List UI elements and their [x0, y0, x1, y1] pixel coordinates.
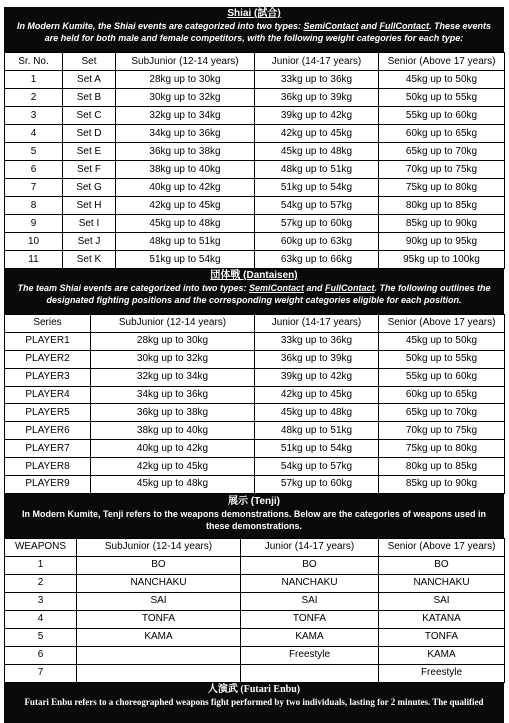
cell: 9 — [5, 215, 63, 233]
dantaisen-description: The team Shiai events are categorized into two types: SemiContact and FullContact. The following outlines the designated fighting positions and the corresponding weight categories eligible for each position. — [17, 283, 491, 305]
cell: 7 — [5, 664, 77, 682]
column-header: SubJunior (12-14 years) — [77, 538, 241, 556]
cell: 48kg up to 51kg — [255, 161, 379, 179]
table-row — [5, 125, 505, 143]
shiai-table-header-row — [5, 53, 505, 71]
cell: KAMA — [77, 628, 241, 646]
cell: 30kg up to 32kg — [91, 350, 255, 368]
cell: 45kg up to 48kg — [255, 404, 379, 422]
cell: BO — [77, 556, 241, 574]
cell: 65kg up to 70kg — [379, 143, 505, 161]
cell: 32kg up to 34kg — [116, 107, 255, 125]
cell: Set H — [63, 197, 116, 215]
table-row — [5, 664, 505, 682]
cell: 63kg up to 66kg — [255, 251, 379, 269]
cell: 85kg up to 90kg — [379, 476, 505, 494]
cell: 42kg up to 45kg — [91, 458, 255, 476]
cell: 34kg up to 36kg — [116, 125, 255, 143]
tenji-header-band — [4, 494, 504, 538]
cell: PLAYER9 — [5, 476, 91, 494]
cell: 54kg up to 57kg — [255, 458, 379, 476]
cell: SAI — [379, 592, 505, 610]
cell: 39kg up to 42kg — [255, 368, 379, 386]
cell: 2 — [5, 574, 77, 592]
table-row — [5, 628, 505, 646]
cell: PLAYER5 — [5, 404, 91, 422]
cell: 80kg up to 85kg — [379, 197, 505, 215]
cell: 7 — [5, 179, 63, 197]
column-header: Junior (14-17 years) — [255, 53, 379, 71]
table-row — [5, 592, 505, 610]
cell: Set E — [63, 143, 116, 161]
cell: 39kg up to 42kg — [255, 107, 379, 125]
cell: TONFA — [77, 610, 241, 628]
column-header: Set — [63, 53, 116, 71]
cell: KAMA — [379, 646, 505, 664]
table-row — [5, 350, 505, 368]
cell: 60kg up to 65kg — [379, 125, 505, 143]
column-header: WEAPONS — [5, 538, 77, 556]
cell: Set J — [63, 233, 116, 251]
cell: 28kg up to 30kg — [116, 71, 255, 89]
cell: 38kg up to 40kg — [116, 161, 255, 179]
document-page — [4, 7, 504, 723]
cell: TONFA — [241, 610, 379, 628]
cell: BO — [379, 556, 505, 574]
table-row — [5, 161, 505, 179]
table-row — [5, 476, 505, 494]
cell: 11 — [5, 251, 63, 269]
cell: 42kg up to 45kg — [116, 197, 255, 215]
cell — [241, 664, 379, 682]
cell: 33kg up to 36kg — [255, 71, 379, 89]
cell: 48kg up to 51kg — [116, 233, 255, 251]
cell: 4 — [5, 125, 63, 143]
cell: 54kg up to 57kg — [255, 197, 379, 215]
futari-description: Futari Enbu refers to a choreographed weapons fight performed by two individuals, lasting for 2 minutes. The qualified — [24, 696, 484, 707]
cell: 80kg up to 85kg — [379, 458, 505, 476]
tenji-title: 展示 (Tenji) — [227, 495, 281, 507]
cell: 95kg up to 100kg — [379, 251, 505, 269]
table-row — [5, 179, 505, 197]
cell: 6 — [5, 646, 77, 664]
cell: 50kg up to 55kg — [379, 89, 505, 107]
cell: 3 — [5, 107, 63, 125]
cell: 36kg up to 38kg — [116, 143, 255, 161]
cell: 60kg up to 63kg — [255, 233, 379, 251]
tenji-table-header-row — [5, 538, 505, 556]
table-row — [5, 71, 505, 89]
cell: 75kg up to 80kg — [379, 179, 505, 197]
cell: 45kg up to 48kg — [116, 215, 255, 233]
table-row — [5, 143, 505, 161]
cell: 5 — [5, 628, 77, 646]
cell: BO — [241, 556, 379, 574]
cell: 51kg up to 54kg — [116, 251, 255, 269]
cell: NANCHAKU — [77, 574, 241, 592]
dantaisen-weight-table — [4, 314, 505, 494]
cell: 1 — [5, 556, 77, 574]
cell: PLAYER3 — [5, 368, 91, 386]
cell: PLAYER2 — [5, 350, 91, 368]
cell: 57kg up to 60kg — [255, 215, 379, 233]
cell: 70kg up to 75kg — [379, 422, 505, 440]
cell: 57kg up to 60kg — [255, 476, 379, 494]
cell: PLAYER7 — [5, 440, 91, 458]
cell: 55kg up to 60kg — [379, 107, 505, 125]
cell — [77, 646, 241, 664]
table-row — [5, 422, 505, 440]
cell: NANCHAKU — [241, 574, 379, 592]
dantaisen-table-header-row — [5, 315, 505, 333]
shiai-weight-table — [4, 52, 505, 269]
table-row — [5, 556, 505, 574]
cell: 30kg up to 32kg — [116, 89, 255, 107]
cell: SAI — [77, 592, 241, 610]
cell: KATANA — [379, 610, 505, 628]
cell: 51kg up to 54kg — [255, 179, 379, 197]
cell: 42kg up to 45kg — [255, 125, 379, 143]
column-header: Senior (Above 17 years) — [379, 538, 505, 556]
cell: 38kg up to 40kg — [91, 422, 255, 440]
cell: SAI — [241, 592, 379, 610]
cell: Set F — [63, 161, 116, 179]
table-row — [5, 440, 505, 458]
cell: 65kg up to 70kg — [379, 404, 505, 422]
cell: 36kg up to 39kg — [255, 350, 379, 368]
cell: Set A — [63, 71, 116, 89]
cell: 33kg up to 36kg — [255, 332, 379, 350]
shiai-description: In Modern Kumite, the Shiai events are categorized into two types: SemiContact and FullContact. These events are held for both male and female competitors, with the following weight categories for each type: — [16, 21, 492, 43]
cell: Set G — [63, 179, 116, 197]
cell: Set C — [63, 107, 116, 125]
cell: 1 — [5, 71, 63, 89]
cell: 75kg up to 80kg — [379, 440, 505, 458]
cell: 28kg up to 30kg — [91, 332, 255, 350]
cell: 42kg up to 45kg — [255, 386, 379, 404]
cell: Freestyle — [379, 664, 505, 682]
cell: 40kg up to 42kg — [116, 179, 255, 197]
table-row — [5, 368, 505, 386]
cell: Set D — [63, 125, 116, 143]
cell: 36kg up to 38kg — [91, 404, 255, 422]
column-header: Senior (Above 17 years) — [379, 53, 505, 71]
cell: KAMA — [241, 628, 379, 646]
column-header: SubJunior (12-14 years) — [116, 53, 255, 71]
cell: 45kg up to 48kg — [91, 476, 255, 494]
cell: NANCHAKU — [379, 574, 505, 592]
cell: PLAYER4 — [5, 386, 91, 404]
tenji-description: In Modern Kumite, Tenji refers to the weapons demonstrations. Below are the categories of weapons used in these demonstrations. — [22, 508, 486, 531]
table-row — [5, 404, 505, 422]
cell: 51kg up to 54kg — [255, 440, 379, 458]
table-row — [5, 215, 505, 233]
cell: 50kg up to 55kg — [379, 350, 505, 368]
cell: 45kg up to 48kg — [255, 143, 379, 161]
cell: 32kg up to 34kg — [91, 368, 255, 386]
table-row — [5, 574, 505, 592]
cell: 70kg up to 75kg — [379, 161, 505, 179]
table-row — [5, 251, 505, 269]
cell — [77, 664, 241, 682]
cell: 4 — [5, 610, 77, 628]
futari-header-band — [4, 683, 504, 723]
table-row — [5, 233, 505, 251]
cell: Set I — [63, 215, 116, 233]
cell: 40kg up to 42kg — [91, 440, 255, 458]
column-header: Sr. No. — [5, 53, 63, 71]
table-row — [5, 89, 505, 107]
cell: 45kg up to 50kg — [379, 332, 505, 350]
cell: 34kg up to 36kg — [91, 386, 255, 404]
dantaisen-title: 団体戦 (Dantaisen) — [210, 270, 298, 281]
table-row — [5, 332, 505, 350]
cell: 85kg up to 90kg — [379, 215, 505, 233]
cell: Freestyle — [241, 646, 379, 664]
cell: 8 — [5, 197, 63, 215]
shiai-title: Shiai (試合) — [227, 8, 281, 19]
column-header: Series — [5, 315, 91, 333]
cell: 55kg up to 60kg — [379, 368, 505, 386]
cell: 6 — [5, 161, 63, 179]
table-row — [5, 646, 505, 664]
column-header: Junior (14-17 years) — [255, 315, 379, 333]
cell: PLAYER6 — [5, 422, 91, 440]
cell: 2 — [5, 89, 63, 107]
cell: 3 — [5, 592, 77, 610]
cell: 45kg up to 50kg — [379, 71, 505, 89]
cell: 36kg up to 39kg — [255, 89, 379, 107]
table-row — [5, 386, 505, 404]
column-header: SubJunior (12-14 years) — [91, 315, 255, 333]
cell: Set K — [63, 251, 116, 269]
table-row — [5, 107, 505, 125]
futari-title: 人演武 (Futari Enbu) — [207, 683, 301, 695]
tenji-weapons-table — [4, 538, 505, 683]
cell: 60kg up to 65kg — [379, 386, 505, 404]
cell: Set B — [63, 89, 116, 107]
cell: 5 — [5, 143, 63, 161]
table-row — [5, 197, 505, 215]
cell: PLAYER8 — [5, 458, 91, 476]
cell: 10 — [5, 233, 63, 251]
table-row — [5, 458, 505, 476]
cell: 90kg up to 95kg — [379, 233, 505, 251]
cell: 48kg up to 51kg — [255, 422, 379, 440]
shiai-header-band — [4, 7, 504, 52]
column-header: Junior (14-17 years) — [241, 538, 379, 556]
cell: TONFA — [379, 628, 505, 646]
dantaisen-header-band — [4, 269, 504, 314]
table-row — [5, 610, 505, 628]
column-header: Senior (Above 17 years) — [379, 315, 505, 333]
cell: PLAYER1 — [5, 332, 91, 350]
